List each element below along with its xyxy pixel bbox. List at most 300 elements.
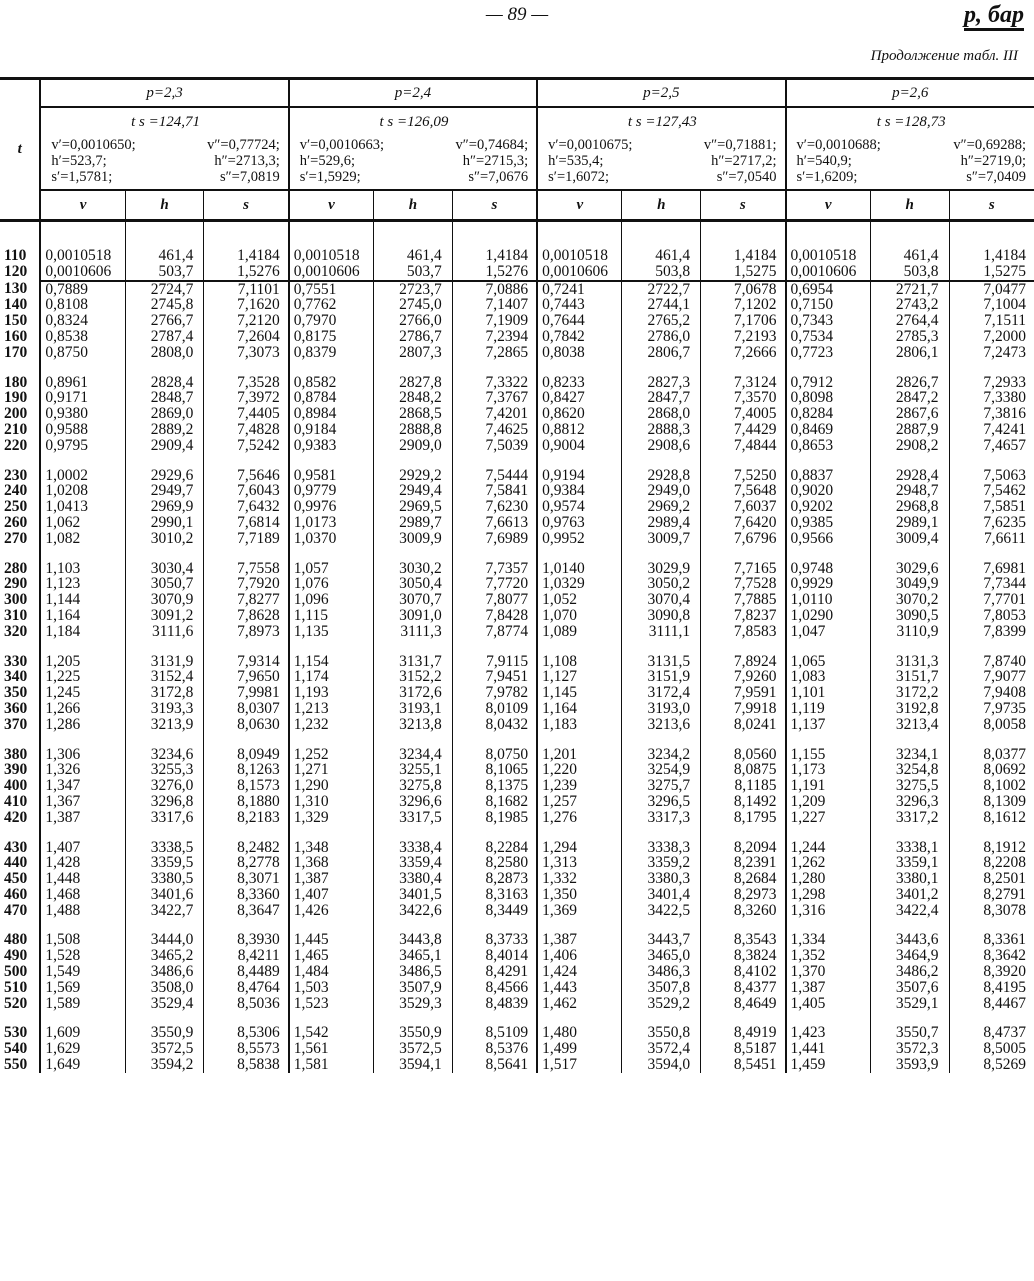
- value-cell: 3401,4: [622, 887, 701, 903]
- value-cell: 2723,7: [374, 281, 453, 298]
- value-cell: 3254,8: [870, 762, 949, 778]
- value-cell: 7,3124: [701, 375, 786, 391]
- value-cell: 1,047: [786, 624, 871, 640]
- temperature-cell: 260: [4, 513, 28, 531]
- table-row: [0, 1041, 1034, 1057]
- value-cell: 3443,8: [374, 932, 453, 948]
- value-cell: 2766,7: [125, 313, 204, 329]
- value-cell: 2887,9: [870, 422, 949, 438]
- value-cell: 3111,1: [622, 624, 701, 640]
- value-cell: 3594,0: [622, 1057, 701, 1073]
- value-cell: 8,3543: [701, 932, 786, 948]
- saturation-value: s′=1,6209;: [796, 169, 858, 185]
- value-cell: 1,313: [537, 855, 622, 871]
- value-cell: 8,4291: [452, 964, 537, 980]
- table-row: [0, 329, 1034, 345]
- value-cell: 7,7344: [949, 576, 1034, 592]
- value-cell: 8,1795: [701, 810, 786, 826]
- value-cell: 1,298: [786, 887, 871, 903]
- temperature-cell: 490: [4, 947, 28, 965]
- value-cell: 1,173: [786, 762, 871, 778]
- value-cell: 8,4014: [452, 948, 537, 964]
- value-cell: 1,262: [786, 855, 871, 871]
- value-cell: 1,220: [537, 762, 622, 778]
- value-cell: 1,387: [537, 932, 622, 948]
- temperature-cell: 120: [4, 263, 28, 281]
- value-cell: 2828,4: [125, 375, 204, 391]
- value-cell: 1,057: [289, 561, 374, 577]
- value-cell: 1,5275: [701, 264, 786, 281]
- value-cell: 0,7723: [786, 345, 871, 361]
- temperature-cell: 550: [4, 1056, 28, 1074]
- value-cell: 3255,1: [374, 762, 453, 778]
- value-cell: 8,4489: [204, 964, 289, 980]
- value-cell: 1,350: [537, 887, 622, 903]
- value-cell: 3131,3: [870, 654, 949, 670]
- value-cell: 0,9383: [289, 438, 374, 454]
- temperature-cell: 270: [4, 529, 28, 547]
- value-cell: 2989,1: [870, 515, 949, 531]
- value-cell: 3359,1: [870, 855, 949, 871]
- table-row: [0, 313, 1034, 329]
- value-cell: 0,7150: [786, 297, 871, 313]
- value-cell: 1,183: [537, 717, 622, 733]
- temperature-cell: 130: [4, 280, 28, 298]
- column-header-h: h: [125, 190, 204, 221]
- value-cell: 2989,7: [374, 515, 453, 531]
- value-cell: 2989,4: [622, 515, 701, 531]
- value-cell: 3131,5: [622, 654, 701, 670]
- value-cell: 7,2604: [204, 329, 289, 345]
- value-cell: 8,1065: [452, 762, 537, 778]
- value-cell: 1,5275: [949, 264, 1034, 281]
- value-cell: 0,9202: [786, 499, 871, 515]
- temperature-cell: 520: [4, 994, 28, 1012]
- value-cell: 1,155: [786, 747, 871, 763]
- value-cell: 1,462: [537, 996, 622, 1012]
- value-cell: 3296,8: [125, 794, 204, 810]
- table-row: [0, 762, 1034, 778]
- temperature-cell: 290: [4, 575, 28, 593]
- value-cell: 1,276: [537, 810, 622, 826]
- value-cell: 8,2778: [204, 855, 289, 871]
- value-cell: 3029,6: [870, 561, 949, 577]
- value-cell: 2908,2: [870, 438, 949, 454]
- value-cell: 0,8324: [40, 313, 125, 329]
- value-cell: 7,5039: [452, 438, 537, 454]
- value-cell: 3234,4: [374, 747, 453, 763]
- temperature-cell: 470: [4, 901, 28, 919]
- value-cell: 1,387: [40, 810, 125, 826]
- value-cell: 8,5376: [452, 1041, 537, 1057]
- value-cell: 0,8233: [537, 375, 622, 391]
- value-cell: 1,334: [786, 932, 871, 948]
- table-row: [0, 406, 1034, 422]
- value-cell: 1,406: [537, 948, 622, 964]
- table-row: [0, 483, 1034, 499]
- value-cell: 8,4566: [452, 980, 537, 996]
- table-row: [0, 717, 1034, 733]
- value-cell: 8,0875: [701, 762, 786, 778]
- saturation-value: s″=7,0819: [220, 169, 280, 185]
- value-cell: 3550,9: [125, 1025, 204, 1041]
- value-cell: 0,0010518: [537, 221, 622, 264]
- value-cell: 7,0886: [452, 281, 537, 298]
- value-cell: 8,0432: [452, 717, 537, 733]
- value-cell: 1,225: [40, 669, 125, 685]
- value-cell: 8,0241: [701, 717, 786, 733]
- value-cell: 8,2094: [701, 840, 786, 856]
- value-cell: 1,459: [786, 1057, 871, 1073]
- value-cell: 0,6954: [786, 281, 871, 298]
- value-cell: 3422,4: [870, 903, 949, 919]
- value-cell: 3193,1: [374, 701, 453, 717]
- value-cell: 1,193: [289, 685, 374, 701]
- value-cell: 7,3073: [204, 345, 289, 361]
- table-row: [0, 592, 1034, 608]
- saturation-value: h′=535,4;: [548, 153, 604, 169]
- value-cell: 3234,1: [870, 747, 949, 763]
- saturation-value: s′=1,5929;: [299, 169, 361, 185]
- temperature-cell: 360: [4, 699, 28, 717]
- value-cell: 2949,4: [374, 483, 453, 499]
- value-cell: 3422,5: [622, 903, 701, 919]
- temperature-cell: 540: [4, 1040, 28, 1058]
- value-cell: 1,561: [289, 1041, 374, 1057]
- value-cell: 3486,6: [125, 964, 204, 980]
- temperature-cell: 530: [4, 1024, 28, 1042]
- value-cell: 0,0010606: [786, 264, 871, 281]
- value-cell: 7,2473: [949, 345, 1034, 361]
- value-cell: 1,5276: [204, 264, 289, 281]
- value-cell: 0,9566: [786, 531, 871, 547]
- value-cell: 7,9981: [204, 685, 289, 701]
- table-row: [0, 701, 1034, 717]
- value-cell: 7,6235: [949, 515, 1034, 531]
- value-cell: 1,347: [40, 778, 125, 794]
- value-cell: 1,517: [537, 1057, 622, 1073]
- value-cell: 1,4184: [701, 221, 786, 264]
- value-cell: 3572,3: [870, 1041, 949, 1057]
- value-cell: 3359,5: [125, 855, 204, 871]
- value-cell: 0,9384: [537, 483, 622, 499]
- value-cell: 1,137: [786, 717, 871, 733]
- value-cell: 2808,0: [125, 345, 204, 361]
- value-cell: 1,115: [289, 608, 374, 624]
- value-cell: 461,4: [374, 221, 453, 264]
- value-cell: 7,2193: [701, 329, 786, 345]
- pressure-header: p=2,6: [786, 79, 1034, 108]
- value-cell: 1,332: [537, 871, 622, 887]
- value-cell: 3508,0: [125, 980, 204, 996]
- value-cell: 7,6420: [701, 515, 786, 531]
- saturation-properties: [289, 107, 537, 190]
- value-cell: 7,6230: [452, 499, 537, 515]
- value-cell: 7,4241: [949, 422, 1034, 438]
- value-cell: 1,424: [537, 964, 622, 980]
- value-cell: 3070,7: [374, 592, 453, 608]
- value-cell: 8,3071: [204, 871, 289, 887]
- value-cell: 7,6989: [452, 531, 537, 547]
- value-cell: 1,145: [537, 685, 622, 701]
- value-cell: 1,387: [289, 871, 374, 887]
- temperature-cell: 450: [4, 870, 28, 888]
- value-cell: 8,1185: [701, 778, 786, 794]
- value-cell: 7,4625: [452, 422, 537, 438]
- value-cell: 3338,5: [125, 840, 204, 856]
- value-cell: 8,4377: [701, 980, 786, 996]
- temperature-cell: 250: [4, 498, 28, 516]
- value-cell: 2948,7: [870, 483, 949, 499]
- value-cell: 0,7644: [537, 313, 622, 329]
- value-cell: 3594,1: [374, 1057, 453, 1073]
- table-row: [0, 221, 1034, 264]
- value-cell: 0,9574: [537, 499, 622, 515]
- value-cell: 1,076: [289, 576, 374, 592]
- value-cell: 2868,5: [374, 406, 453, 422]
- value-cell: 3029,9: [622, 561, 701, 577]
- value-cell: 3507,6: [870, 980, 949, 996]
- value-cell: 7,3767: [452, 390, 537, 406]
- value-cell: 3234,2: [622, 747, 701, 763]
- value-cell: 1,370: [786, 964, 871, 980]
- value-cell: 2785,3: [870, 329, 949, 345]
- value-cell: 8,2873: [452, 871, 537, 887]
- value-cell: 1,310: [289, 794, 374, 810]
- value-cell: 7,2933: [949, 375, 1034, 391]
- value-cell: 7,2394: [452, 329, 537, 345]
- value-cell: 3255,3: [125, 762, 204, 778]
- value-cell: 0,7551: [289, 281, 374, 298]
- value-cell: 2889,2: [125, 422, 204, 438]
- value-cell: 3009,9: [374, 531, 453, 547]
- value-cell: 8,0377: [949, 747, 1034, 763]
- value-cell: 1,352: [786, 948, 871, 964]
- value-cell: 3550,9: [374, 1025, 453, 1041]
- value-cell: 7,1101: [204, 281, 289, 298]
- table-row: [0, 297, 1034, 313]
- value-cell: 1,174: [289, 669, 374, 685]
- temperature-cell: 330: [4, 652, 28, 670]
- value-cell: 7,5841: [452, 483, 537, 499]
- value-cell: 503,7: [125, 264, 204, 281]
- value-cell: 3380,3: [622, 871, 701, 887]
- value-cell: 3030,2: [374, 561, 453, 577]
- value-cell: 1,252: [289, 747, 374, 763]
- value-cell: 8,0949: [204, 747, 289, 763]
- value-cell: 1,089: [537, 624, 622, 640]
- value-cell: 3275,7: [622, 778, 701, 794]
- table-row: [0, 855, 1034, 871]
- value-cell: 1,609: [40, 1025, 125, 1041]
- saturation-value: h′=529,6;: [299, 153, 356, 169]
- value-cell: 7,9115: [452, 654, 537, 670]
- saturation-value: v′=0,0010688;: [796, 137, 881, 153]
- value-cell: 3572,4: [622, 1041, 701, 1057]
- temperature-cell: 420: [4, 808, 28, 826]
- value-cell: 8,2482: [204, 840, 289, 856]
- saturation-value: s″=7,0540: [716, 169, 777, 185]
- value-cell: 1,5276: [452, 264, 537, 281]
- value-cell: 7,3816: [949, 406, 1034, 422]
- value-cell: 7,6796: [701, 531, 786, 547]
- value-cell: 1,070: [537, 608, 622, 624]
- temperature-cell: 380: [4, 745, 28, 763]
- value-cell: 8,5036: [204, 996, 289, 1012]
- table-row: [0, 390, 1034, 406]
- value-cell: 2807,3: [374, 345, 453, 361]
- value-cell: 0,8750: [40, 345, 125, 361]
- temperature-cell: 310: [4, 606, 28, 624]
- value-cell: 7,7920: [204, 576, 289, 592]
- value-cell: 2764,4: [870, 313, 949, 329]
- saturation-value: v″=0,74684;: [455, 137, 529, 153]
- value-cell: 1,369: [537, 903, 622, 919]
- temperature-cell: 350: [4, 684, 28, 702]
- value-cell: 7,6981: [949, 561, 1034, 577]
- value-cell: 0,7912: [786, 375, 871, 391]
- value-cell: 7,5851: [949, 499, 1034, 515]
- value-cell: 7,1407: [452, 297, 537, 313]
- value-cell: 3275,5: [870, 778, 949, 794]
- value-cell: 8,5451: [701, 1057, 786, 1073]
- value-cell: 8,3930: [204, 932, 289, 948]
- table-row: [0, 747, 1034, 763]
- value-cell: 0,0010518: [40, 221, 125, 264]
- saturation-value: h″=2713,3;: [214, 153, 280, 169]
- table-row: [0, 438, 1034, 454]
- saturation-properties: [786, 107, 1034, 190]
- value-cell: 8,1492: [701, 794, 786, 810]
- value-cell: 2721,7: [870, 281, 949, 298]
- value-cell: 8,5269: [949, 1057, 1034, 1073]
- value-cell: 8,5109: [452, 1025, 537, 1041]
- temperature-cell: 400: [4, 777, 28, 795]
- value-cell: 0,7343: [786, 313, 871, 329]
- saturation-value: s″=7,0676: [468, 169, 529, 185]
- value-cell: 7,4005: [701, 406, 786, 422]
- value-cell: 3317,5: [374, 810, 453, 826]
- column-header-s: s: [701, 190, 786, 221]
- value-cell: 461,4: [622, 221, 701, 264]
- value-cell: 3507,9: [374, 980, 453, 996]
- value-cell: 8,3647: [204, 903, 289, 919]
- value-cell: 1,0140: [537, 561, 622, 577]
- value-cell: 7,0477: [949, 281, 1034, 298]
- value-cell: 3550,8: [622, 1025, 701, 1041]
- value-cell: 1,144: [40, 592, 125, 608]
- value-cell: 1,407: [289, 887, 374, 903]
- value-cell: 7,8053: [949, 608, 1034, 624]
- value-cell: 7,6611: [949, 531, 1034, 547]
- table-row: [0, 499, 1034, 515]
- value-cell: 7,4828: [204, 422, 289, 438]
- table-row: [0, 794, 1034, 810]
- value-cell: 2722,7: [622, 281, 701, 298]
- value-cell: 1,367: [40, 794, 125, 810]
- saturation-temperature: t s =128,73: [876, 114, 946, 130]
- value-cell: 8,3361: [949, 932, 1034, 948]
- value-cell: 0,7534: [786, 329, 871, 345]
- value-cell: 7,5250: [701, 468, 786, 484]
- value-cell: 1,443: [537, 980, 622, 996]
- table-continuation-caption: Продолжение табл. III: [870, 48, 1018, 64]
- value-cell: 3070,9: [125, 592, 204, 608]
- value-cell: 1,326: [40, 762, 125, 778]
- saturation-value: v″=0,69288;: [953, 137, 1026, 153]
- table-row: [0, 1025, 1034, 1041]
- value-cell: 8,0630: [204, 717, 289, 733]
- value-cell: 0,8038: [537, 345, 622, 361]
- value-cell: 1,154: [289, 654, 374, 670]
- value-cell: 2786,7: [374, 329, 453, 345]
- table-row: [0, 932, 1034, 948]
- value-cell: 0,9779: [289, 483, 374, 499]
- value-cell: 2969,2: [622, 499, 701, 515]
- value-cell: 1,164: [40, 608, 125, 624]
- column-header-h: h: [374, 190, 453, 221]
- value-cell: 1,108: [537, 654, 622, 670]
- value-cell: 8,4195: [949, 980, 1034, 996]
- value-cell: 3275,8: [374, 778, 453, 794]
- table-row: [0, 624, 1034, 640]
- temperature-cell: 300: [4, 591, 28, 609]
- value-cell: 3594,2: [125, 1057, 204, 1073]
- value-cell: 7,8428: [452, 608, 537, 624]
- value-cell: 2806,7: [622, 345, 701, 361]
- value-cell: 0,8538: [40, 329, 125, 345]
- column-header-v: v: [40, 190, 125, 221]
- value-cell: 7,8077: [452, 592, 537, 608]
- value-cell: 1,488: [40, 903, 125, 919]
- value-cell: 2745,0: [374, 297, 453, 313]
- value-cell: 3111,3: [374, 624, 453, 640]
- temperature-cell: 190: [4, 389, 28, 407]
- value-cell: 2990,1: [125, 515, 204, 531]
- value-cell: 7,7357: [452, 561, 537, 577]
- value-cell: 1,480: [537, 1025, 622, 1041]
- value-cell: 1,266: [40, 701, 125, 717]
- value-cell: 2786,0: [622, 329, 701, 345]
- value-cell: 503,8: [870, 264, 949, 281]
- table-row: [0, 903, 1034, 919]
- value-cell: 7,9260: [701, 669, 786, 685]
- value-cell: 8,3360: [204, 887, 289, 903]
- value-cell: 8,1002: [949, 778, 1034, 794]
- value-cell: 1,082: [40, 531, 125, 547]
- value-cell: 1,065: [786, 654, 871, 670]
- value-cell: 3091,2: [125, 608, 204, 624]
- value-cell: 3317,3: [622, 810, 701, 826]
- saturation-value: h′=523,7;: [51, 153, 107, 169]
- value-cell: 8,2391: [701, 855, 786, 871]
- value-cell: 1,191: [786, 778, 871, 794]
- saturation-value: s″=7,0409: [966, 169, 1026, 185]
- value-cell: 3359,2: [622, 855, 701, 871]
- value-cell: 7,0678: [701, 281, 786, 298]
- value-cell: 2724,7: [125, 281, 204, 298]
- value-cell: 2888,8: [374, 422, 453, 438]
- value-cell: 2744,1: [622, 297, 701, 313]
- value-cell: 8,5187: [701, 1041, 786, 1057]
- value-cell: 8,3733: [452, 932, 537, 948]
- value-cell: 3151,7: [870, 669, 949, 685]
- value-cell: 3110,9: [870, 624, 949, 640]
- value-cell: 1,407: [40, 840, 125, 856]
- saturation-value: v″=0,71881;: [703, 137, 777, 153]
- value-cell: 8,1573: [204, 778, 289, 794]
- table-row: [0, 980, 1034, 996]
